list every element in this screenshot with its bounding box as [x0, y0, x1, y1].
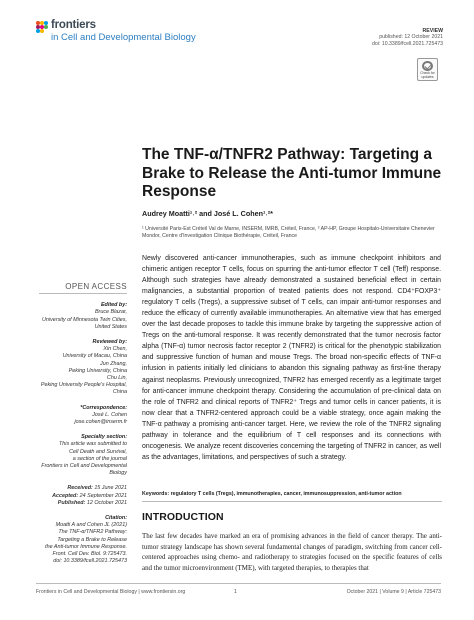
sidebar-divider: [39, 293, 127, 294]
citation-doi[interactable]: doi: 10.3389/fcell.2021.725473: [53, 558, 127, 565]
specialty-line: Cell Death and Survival,: [69, 448, 127, 455]
reviewer-line: China: [112, 389, 127, 396]
edited-by-section: [33, 302, 127, 331]
specialty-section: [33, 434, 127, 477]
published-date: published: 12 October 2021: [379, 34, 443, 41]
correspondence-label: *Correspondence:: [80, 404, 127, 411]
editor-line: United States: [94, 323, 127, 330]
check-for-updates-button[interactable]: [417, 58, 438, 81]
edited-by-label: Edited by:: [100, 302, 127, 309]
check-updates-icon: [422, 61, 433, 71]
page-number: 1: [234, 589, 237, 595]
author-affiliations: ¹ Université Paris-Est Créteil Val de Marne, INSERM, IMRB, Créteil, France, ² AP-HP, Groupe Hospitalo-Universitaire Chenevier Mondor, Centre d'Investigation Clinique Biothérapie, Créteil, France: [142, 226, 435, 239]
received-date: Received: 15 June 2021: [67, 485, 127, 492]
reviewer-line: Peking University People's Hospital,: [40, 382, 127, 389]
specialty-line: This article was submitted to: [58, 441, 127, 448]
brand-name: frontiers: [51, 19, 96, 31]
footer-divider: [36, 583, 441, 584]
citation-line: Front. Cell Dev. Biol. 9:725473.: [52, 551, 127, 558]
accepted-date: Accepted: 24 September 2021: [52, 492, 127, 499]
reviewer-line: Xin Chen,: [103, 346, 127, 353]
introduction-text: The last few decades have marked an era of promising advances in the field of cancer therapy. The anti-tumor strategy landscape has shown several fundamental changes of paradigm, switching from cancer cell-centered approaches using chemo- and radiotherapy to strategies focused on the specific features of cells and the tumor microenvironment (TME), with targeted therapies, to therapies that: [142, 532, 442, 572]
dates-section: [33, 485, 127, 507]
reviewed-by-section: [33, 339, 127, 397]
reviewer-line: Peking University, China: [68, 367, 127, 374]
reviewer-line: University of Macau, China: [62, 353, 127, 360]
article-sidebar: [33, 283, 127, 574]
check-updates-line1: Check for: [420, 71, 435, 76]
section-heading-introduction: INTRODUCTION: [142, 511, 224, 523]
editor-line: University of Minnesota Twin Cities,: [42, 316, 127, 323]
reviewer-line: Jun Zhang,: [100, 360, 127, 367]
open-access-label: OPEN ACCESS: [65, 282, 127, 291]
journal-name: in Cell and Developmental Biology: [51, 31, 196, 43]
citation-line: the Anti-tumor Immune Response.: [45, 543, 127, 550]
frontiers-logo-icon: [36, 21, 48, 33]
correspondent-name: José L. Cohen: [92, 411, 127, 418]
reviewed-by-label: Reviewed by:: [92, 339, 127, 346]
keywords: [142, 491, 442, 497]
journal-logo: [36, 20, 196, 42]
published-date-sidebar: Published: 12 October 2021: [57, 499, 127, 506]
specialty-line: Frontiers in Cell and Developmental: [41, 463, 127, 470]
citation-section: [33, 515, 127, 565]
keywords-list: regulatory T cells (Tregs), immunotherapies, cancer, immunosuppression, anti-tumor action: [170, 491, 402, 497]
article-meta: [372, 28, 443, 47]
keywords-label: Keywords:: [142, 491, 170, 497]
correspondence-section: [33, 405, 127, 427]
editor-line: Bruce Blazar,: [94, 309, 127, 316]
citation-label: Citation:: [105, 515, 127, 522]
citation-line: Moatti A and Cohen JL (2021): [55, 522, 127, 529]
citation-line: Targeting a Brake to Release: [57, 536, 127, 543]
footer-issue-info: October 2021 | Volume 9 | Article 725473: [346, 589, 441, 595]
doi-link[interactable]: doi: 10.3389/fcell.2021.725473: [372, 40, 443, 47]
citation-line: The TNF-α/TNFR2 Pathway:: [58, 529, 127, 536]
specialty-line: Biology: [109, 470, 127, 477]
reviewer-line: Chu Lin,: [106, 375, 127, 382]
abstract-divider: [142, 501, 442, 502]
specialty-label: Specialty section:: [81, 434, 127, 441]
article-authors: Audrey Moatti¹˒² and José L. Cohen¹˒²*: [142, 209, 273, 218]
article-type: REVIEW: [422, 28, 443, 34]
abstract: Newly discovered anti-cancer immunotherapies, such as immune checkpoint inhibitors and chimeric antigen receptor T cells, focus on spurring the anti-tumor effector T cell (Teff) response. Although such strategies have already demonstrated a sustained beneficial effect in certain malignancies, a substantial proportion of treated patients does not respond. CD4⁺FOXP3⁺ regulatory T cells (Tregs), a suppressive subset of T cells, can impair anti-tumor responses and reduce the efficacy of currently available immunotherapies. An alternative view that has emerged over the last decade proposes to tackle this immune brake by targeting the suppressive action of Tregs on the anti-tumoral response. It was recently demonstrated that the tumor necrosis factor alpha (TNF-α) tumor necrosis factor receptor 2 (TNFR2) is critical for the phenotypic stabilization and suppressive function of human and mouse Tregs. The broad non-specific effects of TNF-α infusion in patients initially led clinicians to abandon this signaling pathway as first-line therapy against neoplasms. Previously unrecognized, TNFR2 has emerged recently as a legitimate target for anti-cancer immune checkpoint therapy. Considering the accumulation of pre-clinical data on the role of TNFR2 and clinical reports of TNFR2⁺ Tregs and tumor cells in cancer patients, it is now clear that a TNFR2-centered approach could be a viable strategy, once again making the TNF-α pathway a promising anti-cancer target. Here, we review the role of the TNFR2 signaling pathway in tolerance and the equilibrium of T cell responses and its connections with oncogenesis. We analyze recent discoveries concerning the targeting of TNFR2 in cancer, as well as the advantages, limitations, and perspectives of such a strategy.: [142, 255, 441, 461]
correspondent-email[interactable]: jose.cohen@inserm.fr: [74, 419, 127, 426]
footer-journal-link[interactable]: Frontiers in Cell and Developmental Biology | www.frontiersin.org: [36, 589, 186, 595]
specialty-line: a section of the journal: [72, 455, 127, 462]
article-title: The TNF-α/TNFR2 Pathway: Targeting a Brake to Release the Anti-tumor Immune Response: [142, 146, 442, 201]
check-updates-line2: updates: [421, 75, 434, 80]
